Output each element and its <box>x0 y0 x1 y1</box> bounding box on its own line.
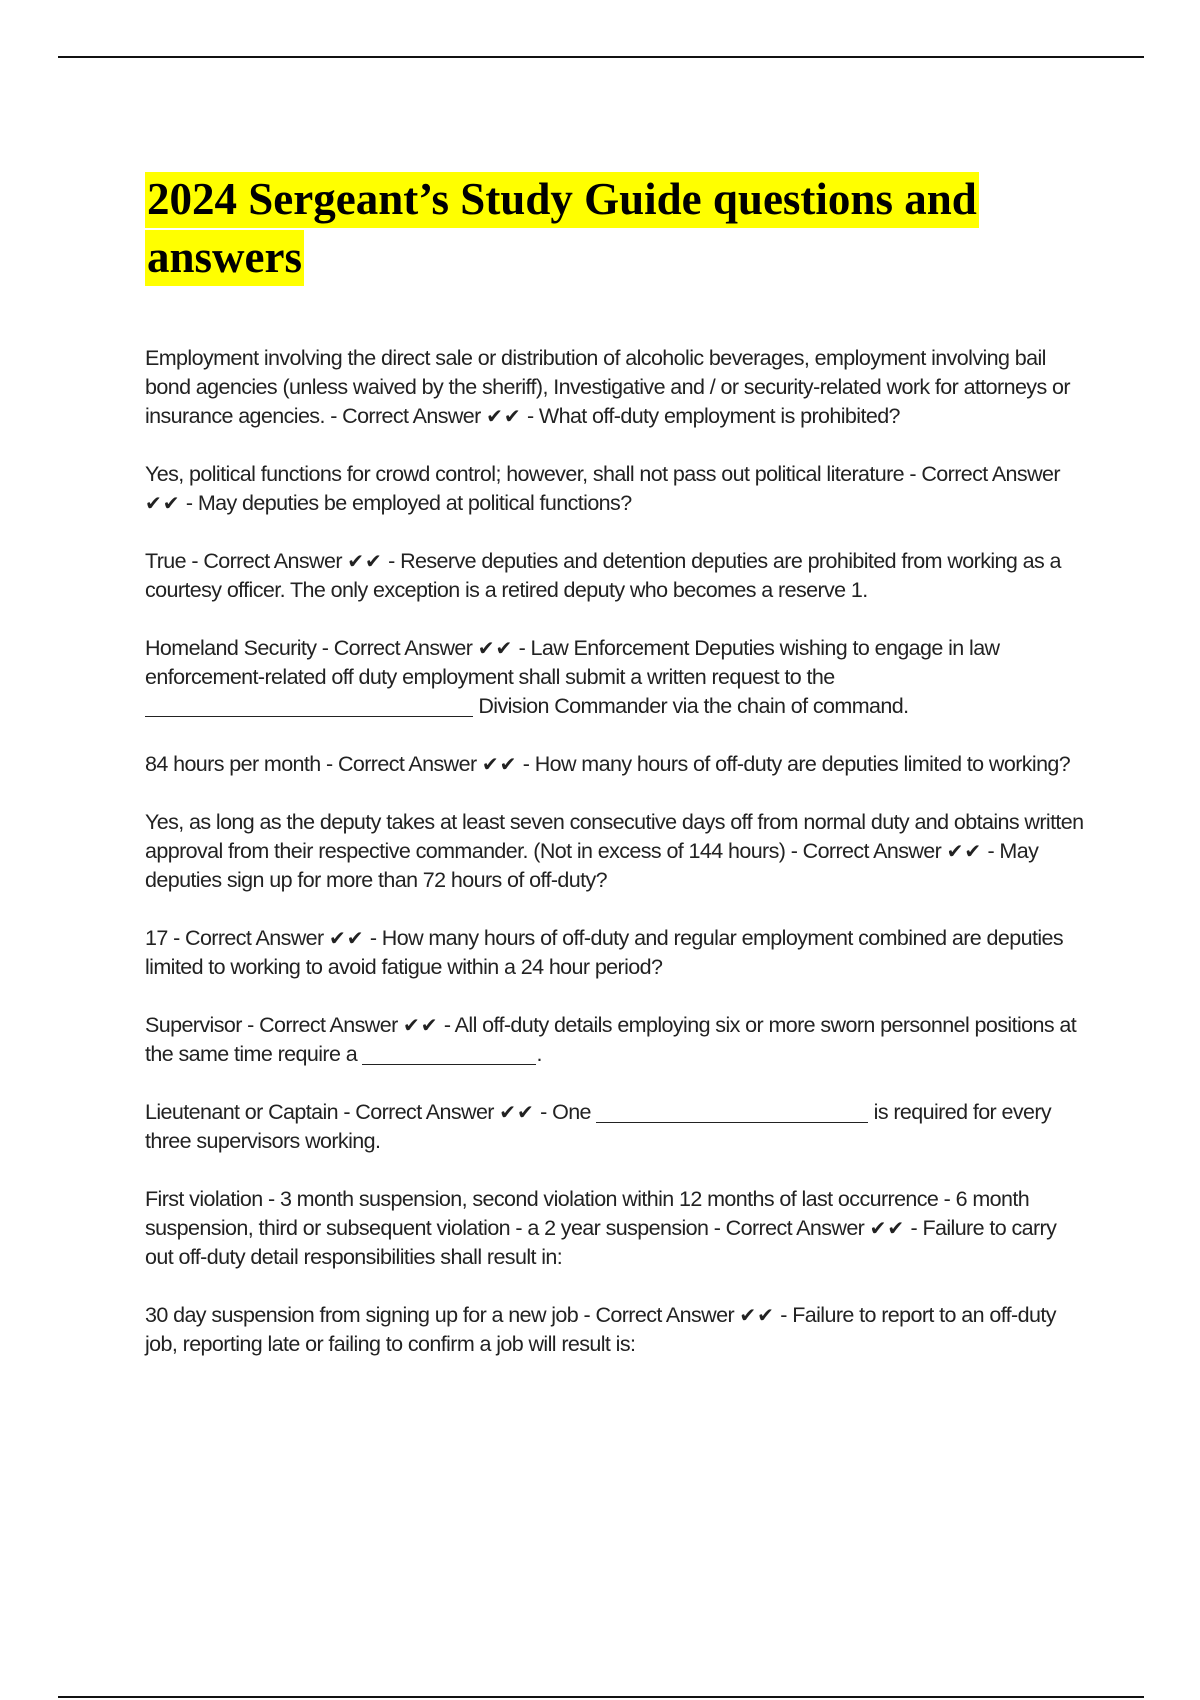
qa-item <box>145 924 1085 982</box>
question-text-continued: is required for every three supervisors working. <box>145 1100 1052 1153</box>
question-text: - Reserve deputies and detention deputies are prohibited from working as a courtesy officer. The only exception is a retired deputy who becomes a reserve 1. <box>145 549 1061 602</box>
check-icon: ✔✔ <box>328 926 365 950</box>
bottom-rule <box>58 1696 1144 1698</box>
qa-item <box>145 1185 1085 1272</box>
question-text-continued: Division Commander via the chain of command. <box>478 694 909 718</box>
question-text: - Failure to report to an off-duty job, reporting late or failing to confirm a job will result is: <box>145 1303 1056 1356</box>
answer-text: Lieutenant or Captain - Correct Answer <box>145 1100 494 1124</box>
check-icon: ✔✔ <box>739 1303 775 1327</box>
question-text-continued: . <box>536 1042 542 1066</box>
qa-item <box>145 344 1085 431</box>
check-icon: ✔✔ <box>869 1216 906 1240</box>
answer-text: First violation - 3 month suspension, second violation within 12 months of last occurrence - 6 month suspension, third or subsequent violation - a 2 year suspension - Correct Answer <box>145 1187 1030 1240</box>
qa-item <box>145 750 1085 779</box>
check-icon: ✔✔ <box>481 752 518 776</box>
answer-text: Yes, as long as the deputy takes at least seven consecutive days off from normal duty and obtains written approval from their respective commander. (Not in excess of 144 hours) - Correct Answer <box>145 810 1084 863</box>
title-highlight: 2024 Sergeant’s Study Guide questions and answers <box>145 172 979 286</box>
page-title <box>145 170 1085 286</box>
check-icon: ✔✔ <box>486 404 522 428</box>
answer-text: Homeland Security - Correct Answer <box>145 636 473 660</box>
check-icon: ✔✔ <box>145 491 181 515</box>
question-text: - One <box>540 1100 591 1124</box>
question-text: - All off-duty details employing six or more sworn personnel positions at the same time require a <box>145 1013 1077 1066</box>
check-icon: ✔✔ <box>499 1100 535 1124</box>
answer-text: 30 day suspension from signing up for a new job - Correct Answer <box>145 1303 735 1327</box>
check-icon: ✔✔ <box>946 839 983 863</box>
qa-item <box>145 1301 1085 1359</box>
qa-item <box>145 1011 1085 1069</box>
answer-text: True - Correct Answer <box>145 549 342 573</box>
question-text: - How many hours of off-duty and regular employment combined are deputies limited to working to avoid fatigue within a 24 hour period? <box>145 926 1064 979</box>
question-text: - What off-duty employment is prohibited? <box>526 404 900 428</box>
check-icon: ✔✔ <box>347 549 383 573</box>
question-text: - May deputies be employed at political functions? <box>185 491 632 515</box>
answer-text: Employment involving the direct sale or distribution of alcoholic beverages, employment involving bail bond agencies (unless waived by the sheriff), Investigative and / or security-related work for attorneys or insurance agencies. - Correct Answer <box>145 346 1070 428</box>
qa-item <box>145 547 1085 605</box>
question-text: - How many hours of off-duty are deputies limited to working? <box>522 752 1071 776</box>
answer-text: 84 hours per month - Correct Answer <box>145 752 477 776</box>
document-body <box>145 170 1085 1388</box>
fill-in-blank <box>362 1041 536 1065</box>
qa-item <box>145 1098 1085 1156</box>
check-icon: ✔✔ <box>477 636 514 660</box>
fill-in-blank <box>145 693 473 717</box>
qa-item <box>145 634 1085 721</box>
answer-text: 17 - Correct Answer <box>145 926 324 950</box>
top-rule <box>58 56 1144 58</box>
fill-in-blank <box>596 1099 868 1123</box>
question-text: - May deputies sign up for more than 72 hours of off-duty? <box>145 839 1039 892</box>
answer-text: Yes, political functions for crowd control; however, shall not pass out political literature - Correct Answer <box>145 462 1060 486</box>
question-text: - Law Enforcement Deputies wishing to engage in law enforcement-related off duty employment shall submit a written request to the <box>145 636 1000 689</box>
qa-item <box>145 460 1085 518</box>
answer-text: Supervisor - Correct Answer <box>145 1013 398 1037</box>
qa-item <box>145 808 1085 895</box>
check-icon: ✔✔ <box>403 1013 439 1037</box>
question-text: - Failure to carry out off-duty detail responsibilities shall result in: <box>145 1216 1057 1269</box>
